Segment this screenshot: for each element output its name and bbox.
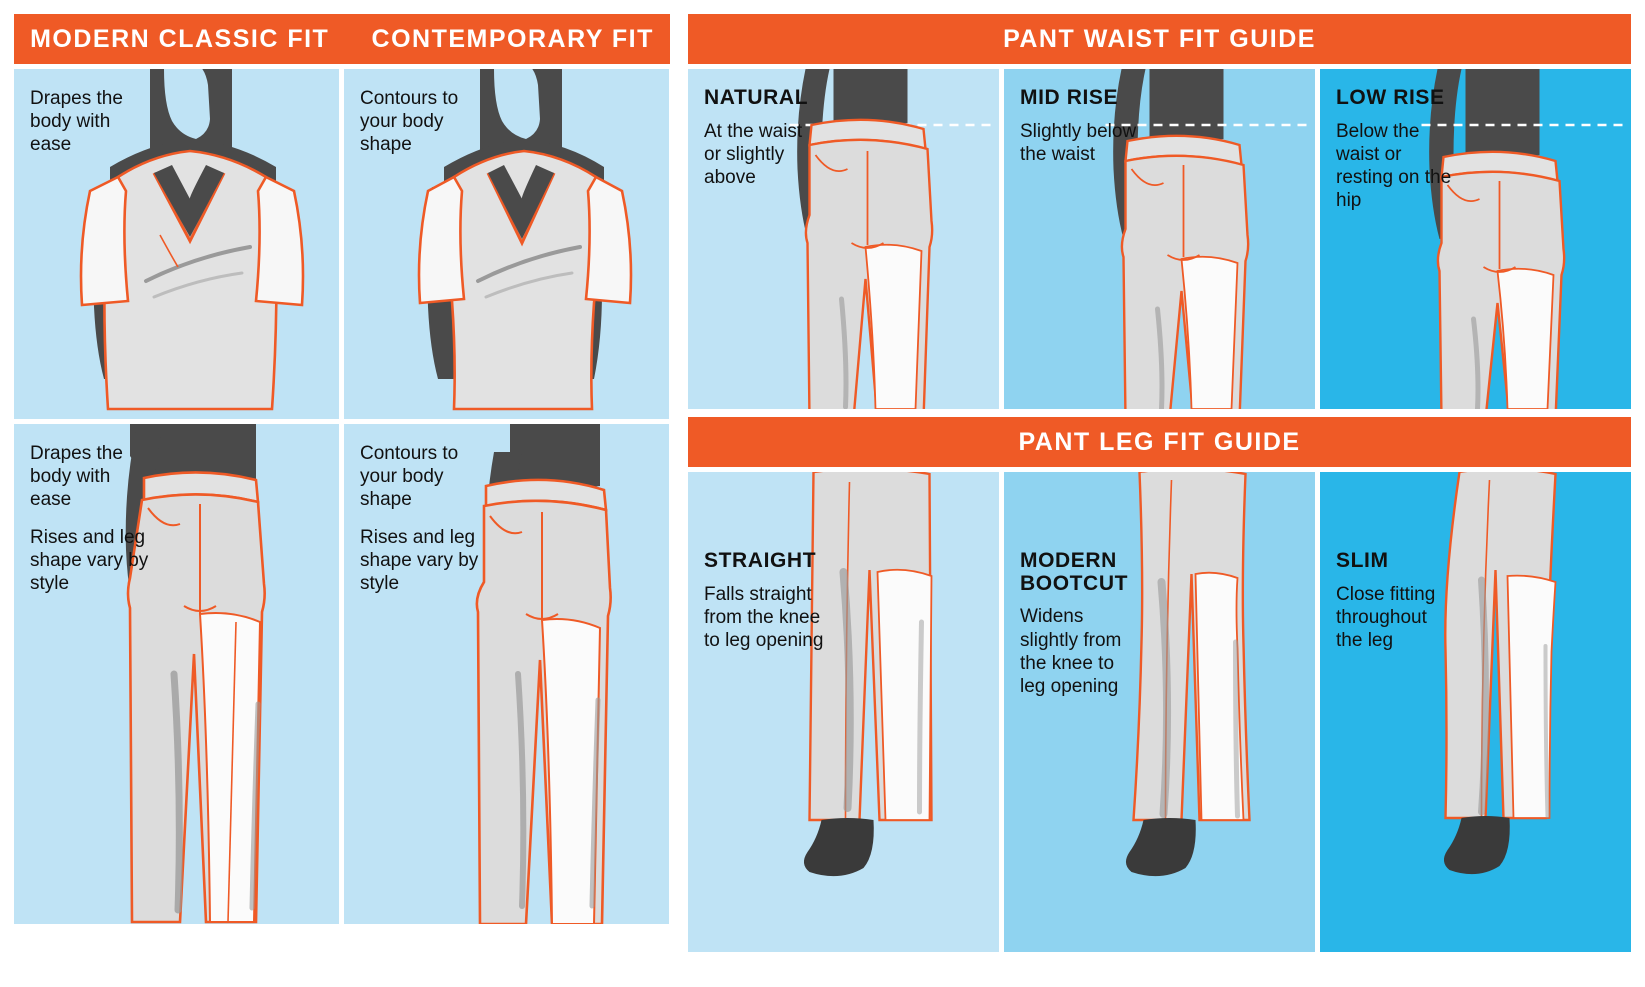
cell-text-natural <box>704 87 824 189</box>
cell-desc: Falls straight from the knee to leg opening <box>704 583 824 652</box>
pant-leg-banner: PANT LEG FIT GUIDE <box>688 417 1631 467</box>
cell-contemporary-bottom[interactable] <box>344 424 669 924</box>
cell-text-contemporary-bottom <box>360 442 480 595</box>
right-column <box>688 14 1631 973</box>
left-banner <box>14 14 670 64</box>
cell-slim[interactable] <box>1320 472 1631 952</box>
cell-mid-rise[interactable] <box>1004 69 1315 409</box>
left-bottom-row <box>14 424 670 924</box>
cell-title: LOW RISE <box>1336 86 1445 109</box>
cell-desc: Widens slightly from the knee to leg opening <box>1020 606 1122 697</box>
cell-desc-1: Contours to your body shape <box>360 443 459 511</box>
cell-text-modern-classic-bottom <box>30 442 150 595</box>
modern-bootcut-illustration <box>1004 472 1315 952</box>
cell-desc: Contours to your body shape <box>360 88 459 156</box>
cell-text-modern-classic-top <box>30 87 150 157</box>
left-top-row <box>14 69 670 419</box>
cell-text-mid-rise <box>1020 87 1140 166</box>
cell-low-rise[interactable] <box>1320 69 1631 409</box>
cell-desc: Slightly below the waist <box>1020 120 1137 165</box>
cell-desc: Close fitting throughout the leg <box>1336 583 1436 652</box>
cell-modern-classic-bottom[interactable] <box>14 424 339 924</box>
banner-modern-classic: MODERN CLASSIC FIT <box>30 24 330 53</box>
cell-desc: At the waist or slightly above <box>704 120 803 189</box>
cell-desc-2: Rises and leg shape vary by style <box>30 526 149 594</box>
cell-title: MID RISE <box>1020 86 1119 109</box>
cell-modern-bootcut[interactable] <box>1004 472 1315 952</box>
cell-contemporary-top[interactable] <box>344 69 669 419</box>
cell-text-modern-bootcut <box>1020 550 1140 698</box>
slim-leg-illustration <box>1320 472 1631 952</box>
cell-straight[interactable] <box>688 472 999 952</box>
cell-text-slim <box>1336 550 1456 652</box>
pant-waist-guide <box>688 14 1631 409</box>
cell-text-contemporary-top <box>360 87 480 157</box>
pant-waist-row <box>688 69 1631 409</box>
pant-leg-row <box>688 472 1631 952</box>
cell-desc-1: Drapes the body with ease <box>30 443 123 511</box>
banner-contemporary: CONTEMPORARY FIT <box>371 24 654 53</box>
cell-title: SLIM <box>1336 549 1389 572</box>
cell-title: MODERN BOOTCUT <box>1020 549 1129 595</box>
pant-leg-guide <box>688 417 1631 952</box>
pant-waist-banner: PANT WAIST FIT GUIDE <box>688 14 1631 64</box>
cell-desc: Drapes the body with ease <box>30 88 123 156</box>
cell-text-low-rise <box>1336 87 1456 212</box>
cell-natural[interactable] <box>688 69 999 409</box>
cell-text-straight <box>704 550 824 652</box>
cell-title: STRAIGHT <box>704 549 817 572</box>
straight-leg-illustration <box>688 472 999 952</box>
cell-title: NATURAL <box>704 86 809 109</box>
cell-modern-classic-top[interactable] <box>14 69 339 419</box>
cell-desc: Below the waist or resting on the hip <box>1336 120 1452 212</box>
cell-desc-2: Rises and leg shape vary by style <box>360 526 479 594</box>
left-column <box>14 14 670 973</box>
